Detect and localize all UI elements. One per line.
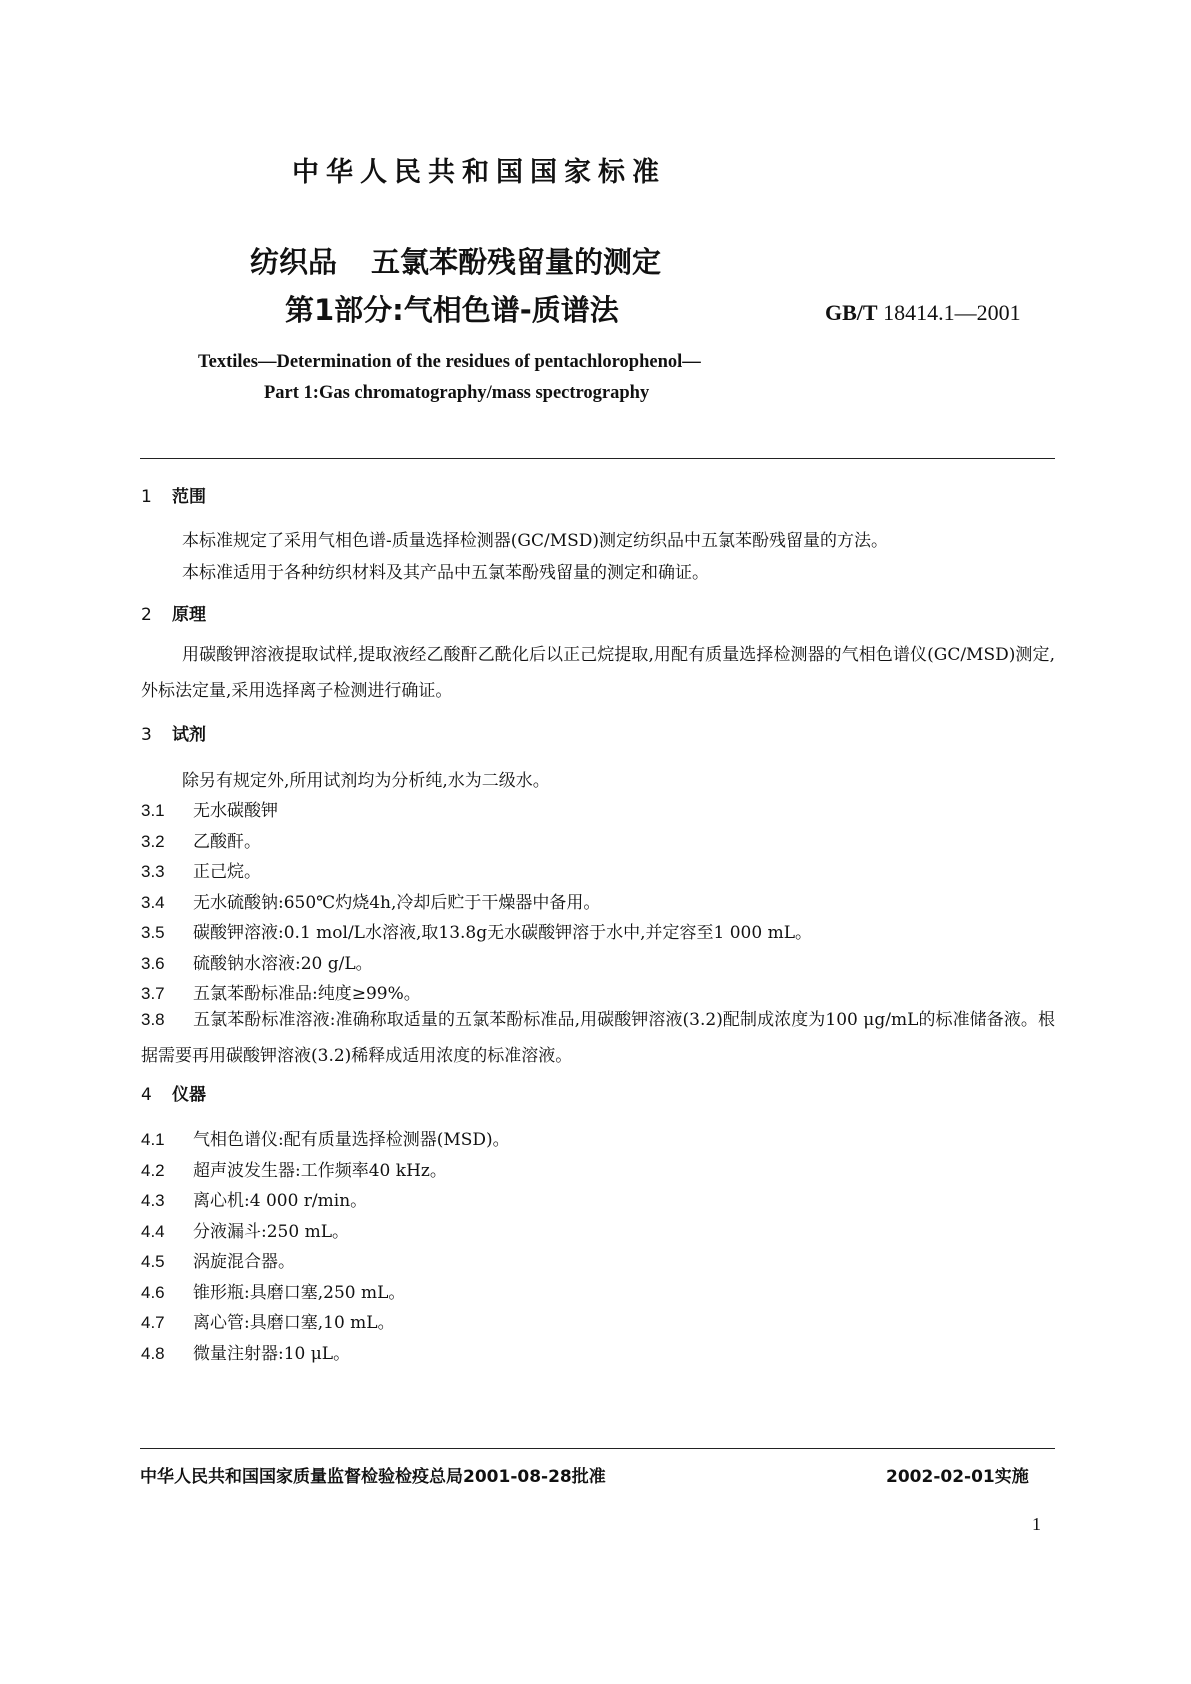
section-title: 仪器 (172, 1085, 206, 1105)
apparatus-item (141, 1125, 510, 1150)
reagent-item (141, 949, 373, 974)
item-text: 无水硫酸钠:650℃灼烧4h,冷却后贮于干燥器中备用。 (193, 893, 601, 913)
section-2-heading (141, 600, 206, 625)
section-3-heading (141, 720, 206, 745)
document-title-line1 (250, 240, 661, 281)
section-1-paragraph-1: 本标准规定了采用气相色谱-质量选择检测器(GC/MSD)测定纺织品中五氯苯酚残留量的方法。 (182, 531, 889, 551)
item-number: 4.6 (141, 1283, 165, 1302)
footer-divider (140, 1448, 1055, 1449)
item-number: 3.5 (141, 923, 165, 942)
section-title: 试剂 (172, 725, 206, 745)
item-text: 锥形瓶:具磨口塞,250 mL。 (193, 1283, 406, 1303)
apparatus-item (141, 1278, 405, 1303)
item-text: 涡旋混合器。 (193, 1252, 295, 1272)
standard-prefix: GB/T (825, 300, 878, 325)
national-standard-heading: 中华人民共和国国家标准 (292, 157, 666, 188)
section-number: 2 (141, 605, 152, 625)
apparatus-item (141, 1217, 349, 1242)
item-number: 3.8 (141, 1010, 165, 1029)
item-text: 微量注射器:10 μL。 (193, 1344, 351, 1364)
english-title-line2: Part 1:Gas chromatography/mass spectrography (264, 383, 650, 403)
item-text: 五氯苯酚标准溶液:准确称取适量的五氯苯酚标准品,用碳酸钾溶液(3.2)配制成浓度为100 μg/mL的标准储备液。根据需要再用碳酸钾溶液(3.2)稀释成适用浓度的标准溶液。 (141, 1010, 1055, 1066)
item-number: 4.1 (141, 1130, 165, 1149)
reagent-item (141, 857, 261, 882)
item-text: 硫酸钠水溶液:20 g/L。 (193, 954, 373, 974)
section-title: 范围 (172, 487, 206, 507)
title-category: 纺织品 (250, 245, 338, 279)
item-number: 3.2 (141, 832, 165, 851)
standard-number (825, 300, 1021, 326)
english-title-line1: Textiles—Determination of the residues of pentachlorophenol— (198, 352, 701, 372)
item-number: 3.3 (141, 862, 165, 881)
item-text: 五氯苯酚标准品:纯度≥99%。 (193, 984, 421, 1004)
section-number: 3 (141, 725, 152, 745)
item-number: 3.1 (141, 801, 165, 820)
item-text: 碳酸钾溶液:0.1 mol/L水溶液,取13.8g无水碳酸钾溶于水中,并定容至1 000 mL。 (193, 923, 812, 943)
apparatus-item (141, 1247, 295, 1272)
reagent-item (141, 827, 261, 852)
section-3-intro: 除另有规定外,所用试剂均为分析纯,水为二级水。 (182, 771, 550, 791)
section-1-heading (141, 482, 206, 507)
item-number: 4.5 (141, 1252, 165, 1271)
item-text: 超声波发生器:工作频率40 kHz。 (193, 1161, 447, 1181)
reagent-item (141, 796, 278, 821)
apparatus-item (141, 1308, 395, 1333)
reagent-item (141, 979, 421, 1004)
section-2-paragraph: 用碳酸钾溶液提取试样,提取液经乙酸酐乙酰化后以正己烷提取,用配有质量选择检测器的气相色谱仪(GC/MSD)测定,外标法定量,采用选择离子检测进行确证。 (141, 645, 1055, 701)
item-number: 4.8 (141, 1344, 165, 1363)
section-1-paragraph-2: 本标准适用于各种纺织材料及其产品中五氯苯酚残留量的测定和确证。 (182, 563, 709, 583)
document-title-line2: 第1部分:气相色谱-质谱法 (285, 293, 619, 327)
section-4-heading (141, 1080, 206, 1105)
item-number: 4.7 (141, 1313, 165, 1332)
item-number: 3.6 (141, 954, 165, 973)
item-text: 正己烷。 (193, 862, 261, 882)
item-text: 气相色谱仪:配有质量选择检测器(MSD)。 (193, 1130, 510, 1150)
item-text: 离心管:具磨口塞,10 mL。 (193, 1313, 395, 1333)
apparatus-item (141, 1186, 367, 1211)
item-number: 3.4 (141, 893, 165, 912)
title-subject: 五氯苯酚残留量的测定 (371, 245, 662, 279)
item-text: 无水碳酸钾 (193, 801, 278, 821)
item-number: 4.4 (141, 1222, 165, 1241)
item-number: 3.7 (141, 984, 165, 1003)
header-divider (140, 458, 1055, 459)
apparatus-item (141, 1156, 447, 1181)
section-title: 原理 (172, 605, 206, 625)
standard-code: 18414.1—2001 (883, 300, 1021, 325)
item-text: 乙酸酐。 (193, 832, 261, 852)
item-text: 离心机:4 000 r/min。 (193, 1191, 368, 1211)
approval-statement: 中华人民共和国国家质量监督检验检疫总局2001-08-28批准 (140, 1467, 606, 1487)
item-text: 分液漏斗:250 mL。 (193, 1222, 349, 1242)
reagent-item (141, 918, 812, 943)
section-number: 4 (141, 1085, 152, 1105)
reagent-item-3-8 (141, 1002, 1055, 1074)
reagent-item (141, 888, 600, 913)
section-number: 1 (141, 487, 152, 507)
implementation-date: 2002-02-01实施 (886, 1467, 1029, 1487)
page-number: 1 (1032, 1514, 1041, 1534)
apparatus-item (141, 1339, 350, 1364)
item-number: 4.2 (141, 1161, 165, 1180)
item-number: 4.3 (141, 1191, 165, 1210)
